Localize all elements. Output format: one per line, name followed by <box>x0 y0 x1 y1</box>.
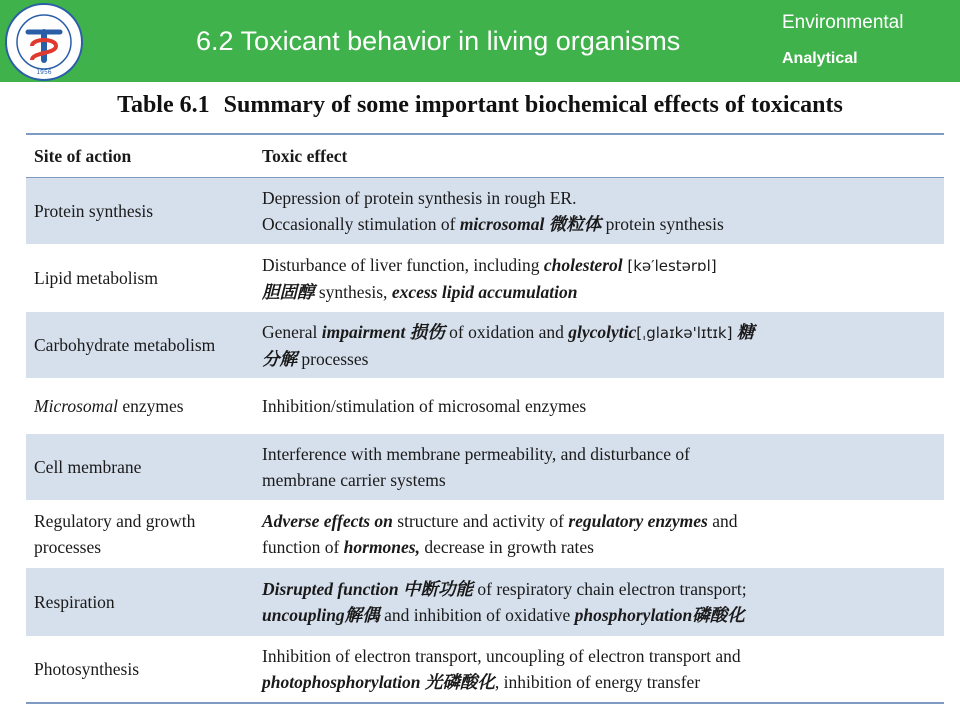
phonetic-text: [kə′lestərɒl] <box>622 256 717 275</box>
effect-line <box>262 211 938 237</box>
effect-line <box>262 508 938 534</box>
effect-line <box>262 252 938 279</box>
effect-term: glycolytic <box>568 321 637 342</box>
site-cell: Photosynthesis <box>34 659 140 679</box>
slide-header <box>0 0 960 82</box>
effect-text: function of <box>262 537 344 557</box>
effect-term: photophosphorylation 光磷酸化 <box>262 672 495 692</box>
effect-line <box>262 576 938 602</box>
site-cell <box>26 393 262 419</box>
effect-term: impairment 损伤 <box>321 321 445 342</box>
effect-text: , inhibition of energy transfer <box>494 672 701 692</box>
table-row <box>26 500 944 568</box>
effect-line: membrane carrier systems <box>262 470 446 490</box>
table-row <box>26 244 944 312</box>
effect-text: of oxidation and <box>444 321 569 342</box>
corner-label-environmental: Environmental <box>782 12 904 33</box>
effect-term: 分解 <box>262 348 297 369</box>
effect-cell <box>262 185 944 237</box>
effect-term: uncoupling解偶 <box>262 605 380 625</box>
effect-cell <box>262 643 944 695</box>
phonetic-text: [ˌglaɪkə'lɪtɪk] <box>636 323 733 342</box>
effect-term: 胆固醇 <box>262 281 315 302</box>
effect-line: Depression of protein synthesis in rough ER. <box>262 188 577 208</box>
effect-line <box>262 602 938 628</box>
table-header-row <box>26 133 944 178</box>
effect-term: regulatory enzymes <box>568 511 708 531</box>
table-caption: Summary of some important biochemical effects of toxicants <box>223 92 843 118</box>
effect-line <box>262 346 938 372</box>
site-cell: Carbohydrate metabolism <box>34 335 216 355</box>
table-row <box>26 178 944 244</box>
effect-text: Disturbance of liver function, including <box>262 254 544 275</box>
university-logo <box>4 2 84 82</box>
column-header-site: Site of action <box>34 146 132 166</box>
effect-text: and <box>707 511 738 531</box>
effect-text: protein synthesis <box>601 214 724 234</box>
site-cell: Regulatory and growth processes <box>34 511 196 557</box>
site-cell: Respiration <box>34 592 115 612</box>
effect-text: decrease in growth rates <box>420 537 594 557</box>
effect-term: microsomal 微粒体 <box>459 214 602 234</box>
effect-term: Disrupted function 中断功能 <box>262 579 473 599</box>
table-number: Table 6.1 <box>117 92 210 118</box>
effect-text: General <box>262 321 322 342</box>
effect-cell <box>262 252 944 305</box>
corner-label-analytical: Analytical <box>782 50 858 67</box>
effect-cell: Inhibition/stimulation of microsomal enzymes <box>262 396 587 416</box>
effects-table <box>26 133 944 704</box>
effect-text: processes <box>297 348 369 369</box>
table-row <box>26 434 944 500</box>
site-cell: Cell membrane <box>34 457 142 477</box>
effect-term: excess lipid accumulation <box>391 281 578 302</box>
table-row <box>26 636 944 704</box>
effect-text: synthesis, <box>314 281 392 302</box>
effect-text: and inhibition of oxidative <box>379 605 575 625</box>
effect-line <box>262 279 938 305</box>
effect-cell <box>262 441 944 493</box>
effect-line: Inhibition of electron transport, uncoupling of electron transport and <box>262 646 741 666</box>
effect-term: phosphorylation磷酸化 <box>574 605 745 625</box>
effect-line <box>262 319 938 346</box>
table-row <box>26 378 944 434</box>
table-row <box>26 312 944 378</box>
effect-term: Adverse effects on <box>262 511 393 531</box>
site-term: Microsomal <box>34 396 118 416</box>
effect-term: 糖 <box>732 321 755 342</box>
svg-text:1956: 1956 <box>36 69 52 76</box>
effect-cell <box>262 319 944 372</box>
table-title <box>0 92 960 119</box>
effect-term: cholesterol <box>543 254 623 275</box>
effect-text: of respiratory chain electron transport; <box>473 579 747 599</box>
table-row <box>26 568 944 636</box>
column-header-effect: Toxic effect <box>262 146 348 166</box>
effect-text: Occasionally stimulation of <box>262 214 460 234</box>
effect-cell <box>262 576 944 628</box>
site-text: enzymes <box>117 396 184 416</box>
effect-line <box>262 534 938 560</box>
effect-text: structure and activity of <box>392 511 569 531</box>
effect-line: Interference with membrane permeability, and disturbance of <box>262 444 690 464</box>
effect-line <box>262 669 938 695</box>
effect-term: hormones, <box>343 537 420 557</box>
effect-cell <box>262 508 944 560</box>
site-cell: Protein synthesis <box>34 201 154 221</box>
slide-title: 6.2 Toxicant behavior in living organisms <box>196 26 681 56</box>
site-cell: Lipid metabolism <box>34 268 158 288</box>
